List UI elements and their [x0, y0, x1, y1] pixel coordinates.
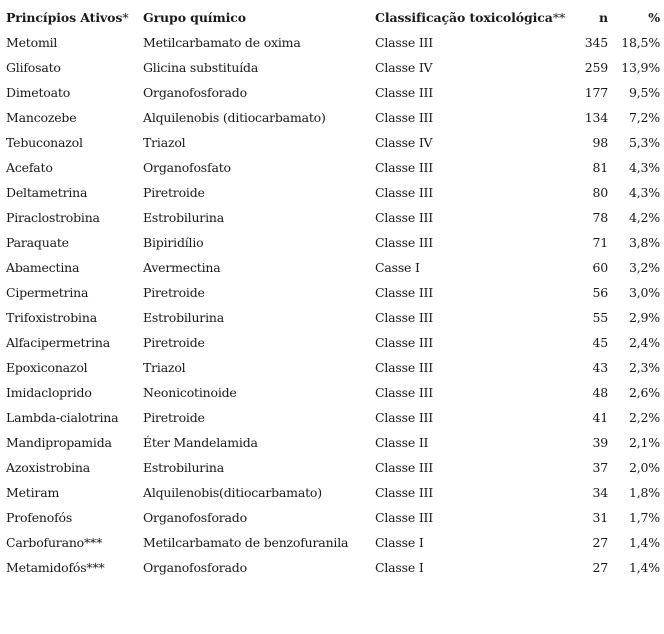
table-row [6, 80, 660, 105]
cell-active-ingredient: Abamectina [6, 260, 80, 275]
cell-chemical-group: Piretroide [143, 410, 205, 425]
cell-active-ingredient: Paraquate [6, 235, 69, 250]
cell-chemical-group: Glicina substituída [143, 60, 259, 75]
cell-n: 56 [592, 285, 608, 300]
table-row [6, 205, 660, 230]
cell-n: 41 [592, 410, 608, 425]
cell-chemical-group: Estrobilurina [143, 210, 224, 225]
cell-chemical-group: Triazol [143, 135, 186, 150]
table-row [6, 55, 660, 80]
cell-percent: 2,4% [629, 335, 660, 350]
cell-percent: 2,9% [629, 310, 660, 325]
header-row [6, 6, 660, 30]
table-row [6, 505, 660, 530]
cell-active-ingredient: Profenofós [6, 510, 73, 525]
cell-chemical-group: Piretroide [143, 335, 205, 350]
cell-toxicological-class: Classe III [375, 385, 434, 400]
cell-active-ingredient: Metiram [6, 485, 60, 500]
table-row [6, 455, 660, 480]
cell-chemical-group: Triazol [143, 360, 186, 375]
table-row [6, 430, 660, 455]
table-row [6, 280, 660, 305]
cell-n: 259 [584, 60, 608, 75]
cell-chemical-group: Estrobilurina [143, 310, 224, 325]
cell-active-ingredient: Mancozebe [6, 110, 77, 125]
pesticide-table-container [6, 6, 660, 580]
cell-percent: 2,6% [629, 385, 660, 400]
cell-percent: 2,0% [629, 460, 660, 475]
cell-n: 31 [592, 510, 608, 525]
cell-toxicological-class: Classe II [375, 435, 429, 450]
table-row [6, 330, 660, 355]
cell-toxicological-class: Casse I [375, 260, 420, 275]
cell-n: 134 [584, 110, 608, 125]
cell-percent: 2,3% [629, 360, 660, 375]
cell-chemical-group: Piretroide [143, 285, 205, 300]
cell-active-ingredient: Alfacipermetrina [6, 335, 111, 350]
table-row [6, 380, 660, 405]
cell-n: 27 [592, 535, 608, 550]
cell-percent: 4,3% [629, 160, 660, 175]
cell-n: 39 [592, 435, 608, 450]
cell-chemical-group: Piretroide [143, 185, 205, 200]
cell-n: 45 [592, 335, 608, 350]
cell-n: 37 [592, 460, 608, 475]
header-active-footnote-mark: * [122, 10, 129, 25]
table-row [6, 405, 660, 430]
cell-toxicological-class: Classe I [375, 560, 424, 575]
cell-percent: 7,2% [629, 110, 660, 125]
cell-toxicological-class: Classe III [375, 160, 434, 175]
cell-percent: 2,1% [629, 435, 660, 450]
cell-toxicological-class: Classe III [375, 360, 434, 375]
cell-n: 81 [592, 160, 608, 175]
cell-active-ingredient: Lambda-cialotrina [6, 410, 119, 425]
cell-toxicological-class: Classe III [375, 335, 434, 350]
cell-percent: 13,9% [621, 60, 660, 75]
cell-percent: 1,4% [629, 535, 660, 550]
header-toxicological-class: Classificação toxicológica** [375, 10, 566, 25]
cell-chemical-group: Bipiridílio [143, 235, 204, 250]
cell-chemical-group: Alquilenobis (ditiocarbamato) [143, 110, 326, 125]
cell-chemical-group: Organofosforado [143, 510, 247, 525]
cell-toxicological-class: Classe III [375, 185, 434, 200]
cell-active-ingredient: Acefato [6, 160, 53, 175]
cell-toxicological-class: Classe III [375, 35, 434, 50]
cell-n: 60 [592, 260, 608, 275]
cell-chemical-group: Organofosforado [143, 85, 247, 100]
header-active-ingredient: Princípios Ativos* [6, 10, 129, 25]
cell-active-ingredient: Metamidofós*** [6, 560, 105, 575]
table-row [6, 255, 660, 280]
cell-active-ingredient: Carbofurano*** [6, 535, 103, 550]
cell-toxicological-class: Classe III [375, 485, 434, 500]
table-row [6, 30, 660, 55]
cell-active-ingredient: Epoxiconazol [6, 360, 88, 375]
cell-n: 80 [592, 185, 608, 200]
table-row [6, 230, 660, 255]
table-row [6, 130, 660, 155]
cell-n: 177 [584, 85, 608, 100]
cell-toxicological-class: Classe III [375, 210, 434, 225]
cell-active-ingredient: Deltametrina [6, 185, 88, 200]
cell-active-ingredient: Imidacloprido [6, 385, 92, 400]
cell-chemical-group: Avermectina [143, 260, 221, 275]
cell-chemical-group: Organofosforado [143, 560, 247, 575]
cell-percent: 1,7% [629, 510, 660, 525]
cell-chemical-group: Metilcarbamato de benzofuranila [143, 535, 349, 550]
cell-n: 55 [592, 310, 608, 325]
table-body [6, 30, 660, 580]
cell-active-ingredient: Trifoxistrobina [6, 310, 97, 325]
header-chemical-group: Grupo químico [143, 10, 246, 25]
cell-toxicological-class: Classe I [375, 535, 424, 550]
pesticide-table [6, 6, 660, 580]
cell-toxicological-class: Classe III [375, 410, 434, 425]
cell-percent: 9,5% [629, 85, 660, 100]
cell-chemical-group: Metilcarbamato de oxima [143, 35, 301, 50]
cell-active-ingredient: Glifosato [6, 60, 61, 75]
cell-percent: 3,2% [629, 260, 660, 275]
cell-n: 48 [592, 385, 608, 400]
cell-percent: 5,3% [629, 135, 660, 150]
cell-n: 34 [592, 485, 608, 500]
cell-n: 98 [592, 135, 608, 150]
cell-active-ingredient: Piraclostrobina [6, 210, 100, 225]
cell-active-ingredient: Azoxistrobina [6, 460, 91, 475]
cell-toxicological-class: Classe III [375, 285, 434, 300]
cell-toxicological-class: Classe III [375, 110, 434, 125]
cell-active-ingredient: Metomil [6, 35, 58, 50]
cell-active-ingredient: Mandipropamida [6, 435, 112, 450]
cell-chemical-group: Neonicotinoide [143, 385, 237, 400]
table-row [6, 305, 660, 330]
cell-toxicological-class: Classe III [375, 460, 434, 475]
cell-chemical-group: Éter Mandelamida [143, 435, 258, 450]
header-class-footnote-mark: ** [552, 10, 566, 25]
cell-n: 78 [592, 210, 608, 225]
cell-toxicological-class: Classe IV [375, 135, 433, 150]
cell-toxicological-class: Classe III [375, 235, 434, 250]
cell-active-ingredient: Dimetoato [6, 85, 71, 100]
table-row [6, 530, 660, 555]
cell-percent: 1,8% [629, 485, 660, 500]
cell-n: 43 [592, 360, 608, 375]
cell-chemical-group: Organofosfato [143, 160, 231, 175]
cell-toxicological-class: Classe III [375, 310, 434, 325]
cell-percent: 1,4% [629, 560, 660, 575]
cell-percent: 2,2% [629, 410, 660, 425]
table-row [6, 355, 660, 380]
cell-n: 345 [584, 35, 608, 50]
cell-toxicological-class: Classe IV [375, 60, 433, 75]
cell-active-ingredient: Cipermetrina [6, 285, 89, 300]
cell-n: 71 [592, 235, 608, 250]
cell-percent: 3,8% [629, 235, 660, 250]
cell-chemical-group: Estrobilurina [143, 460, 224, 475]
cell-percent: 4,2% [629, 210, 660, 225]
cell-toxicological-class: Classe III [375, 85, 434, 100]
table-row [6, 180, 660, 205]
table-row [6, 105, 660, 130]
table-row [6, 480, 660, 505]
table-row [6, 155, 660, 180]
cell-toxicological-class: Classe III [375, 510, 434, 525]
cell-percent: 4,3% [629, 185, 660, 200]
table-header [6, 6, 660, 30]
cell-chemical-group: Alquilenobis(ditiocarbamato) [143, 485, 322, 500]
cell-active-ingredient: Tebuconazol [6, 135, 83, 150]
cell-percent: 3,0% [629, 285, 660, 300]
cell-percent: 18,5% [621, 35, 660, 50]
header-percent: % [648, 10, 660, 25]
header-n: n [599, 10, 608, 25]
table-row [6, 555, 660, 580]
cell-n: 27 [592, 560, 608, 575]
